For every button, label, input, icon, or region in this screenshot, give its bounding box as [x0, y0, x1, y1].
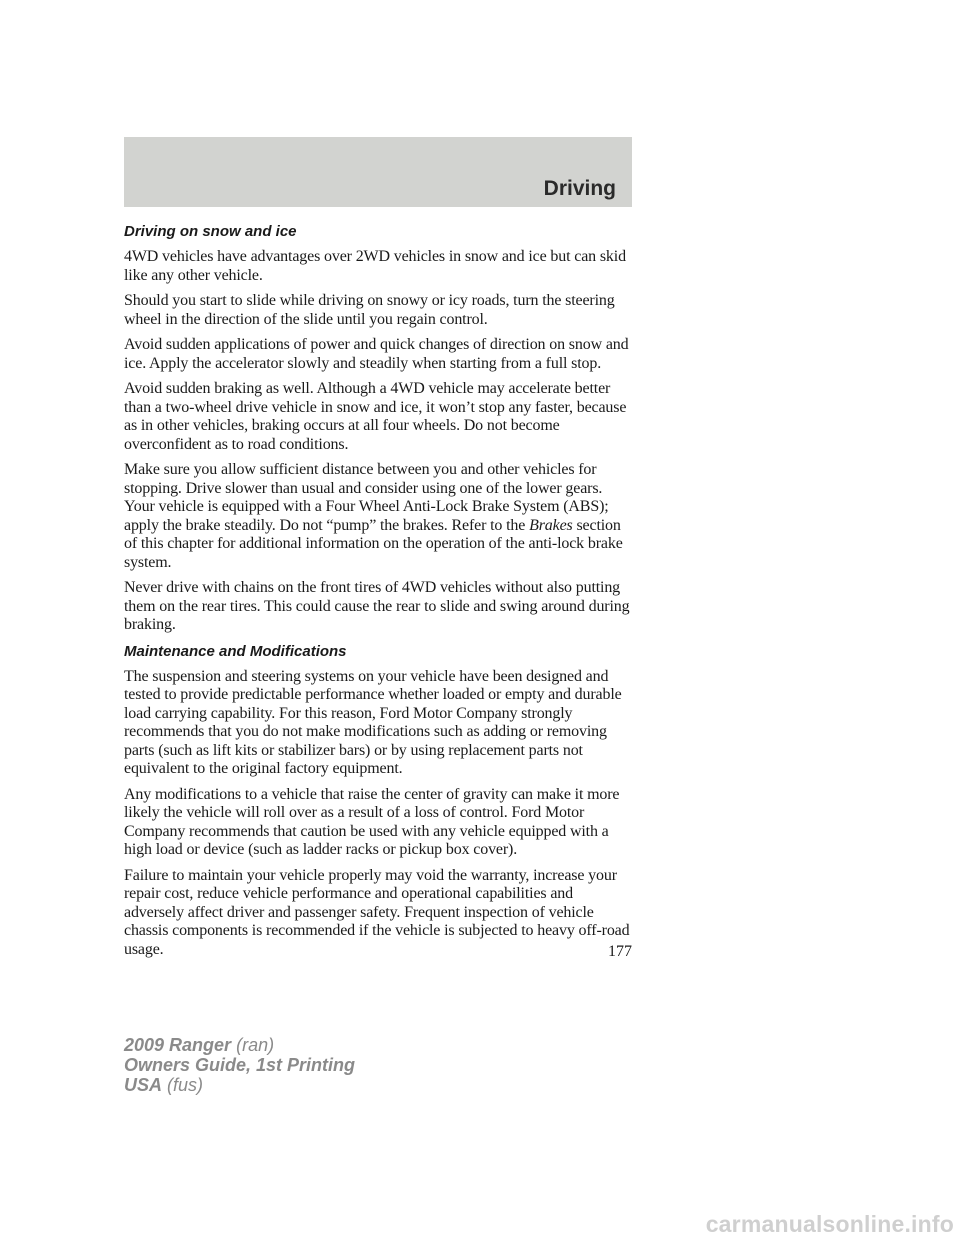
paragraph: Avoid sudden braking as well. Although a 4WD vehicle may accelerate better than a two-wheel drive vehicle in snow and ice, it won’t stop any faster, because as in other vehicles, braking occurs at all four wheels. Do not become overconfident as to road conditions. [124, 380, 627, 453]
chapter-title: Driving [543, 177, 616, 200]
footer-market: USA [124, 1075, 163, 1095]
footer-line-edition [124, 1055, 355, 1075]
footer-line-market [124, 1075, 355, 1095]
section-heading-maintenance: Maintenance and Modifications [124, 642, 347, 660]
footer-edition: Owners Guide, 1st Printing [124, 1055, 356, 1075]
chapter-header-band [124, 137, 632, 207]
paragraph-brakes-reference [124, 461, 632, 572]
paragraph: Failure to maintain your vehicle properly may void the warranty, increase your repair cost, reduce vehicle performance and operational capabilities and adversely affect driver and passenger safety. Frequent inspection of vehicle chassis components is recommended if the vehicle is subjected to heavy off-road usage. [124, 866, 630, 958]
footer-market-code: (fus) [167, 1075, 204, 1095]
brakes-reference: Brakes [529, 516, 573, 534]
paragraph: Any modifications to a vehicle that raise the center of gravity can make it more likely the vehicle will roll over as a result of a loss of control. Ford Motor Company recommends that caution be used with any vehicle equipped with a high load or device (such as ladder racks or pickup box cover). [124, 785, 620, 858]
document-footer [124, 1035, 355, 1095]
footer-model: 2009 Ranger [124, 1035, 232, 1055]
paragraph: Should you start to slide while driving on snowy or icy roads, turn the steering wheel in the direction of the slide until you regain control. [124, 292, 615, 328]
page-number: 177 [608, 943, 632, 960]
paragraph: 4WD vehicles have advantages over 2WD vehicles in snow and ice but can skid like any other vehicle. [124, 248, 626, 284]
section-heading-snow-ice: Driving on snow and ice [124, 223, 297, 240]
paragraph-text: section of this chapter for additional information on the operation of the anti-lock brake system. [124, 516, 623, 571]
footer-line-model [124, 1035, 355, 1055]
paragraph: Avoid sudden applications of power and quick changes of direction on snow and ice. Apply the accelerator slowly and steadily when starting from a full stop. [124, 336, 629, 372]
paragraph-text: Make sure you allow sufficient distance between you and other vehicles for stopping. Drive slower than usual and consider using one of the lower gears. Your vehicle is equipped with a Four Wheel Anti-Lock Brake System (ABS); apply the brake steadily. Do not “pump” the brakes. Refer to the [124, 461, 609, 534]
footer-model-code: (ran) [236, 1035, 275, 1055]
page-content [124, 222, 632, 966]
paragraph: The suspension and steering systems on your vehicle have been designed and tested to provide predictable performance whether loaded or empty and durable load carrying capability. For this reason, Ford Motor Company strongly recommends that you do not make modifications such as adding or removing parts (such as lift kits or stabilizer bars) or by using replacement parts not equivalent to the original factory equipment. [124, 667, 622, 777]
paragraph: Never drive with chains on the front tires of 4WD vehicles without also putting them on the rear tires. This could cause the rear to slide and swing around during braking. [124, 579, 630, 633]
site-watermark: carmanualsonline.info [705, 1211, 954, 1237]
